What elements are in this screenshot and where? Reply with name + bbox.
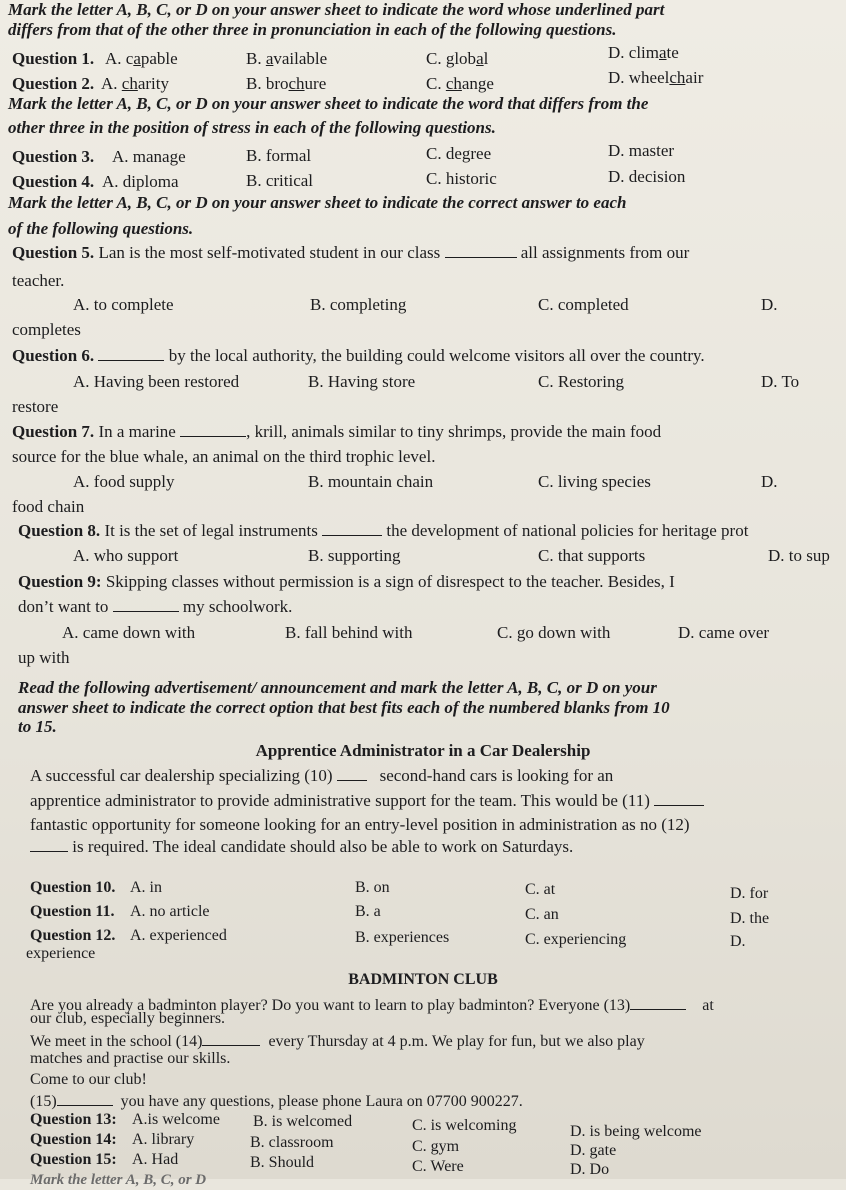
q4-option-a: A. diploma	[102, 172, 179, 191]
q2-option-d: D. wheelchair	[608, 68, 704, 87]
q1-option-c: C. global	[426, 49, 489, 68]
q12-option-b: B. experiences	[355, 929, 450, 946]
q5-option-d-continued: completes	[12, 320, 81, 339]
q5-option-a: A. to complete	[73, 295, 174, 314]
q2-label: Question 2.	[12, 74, 95, 93]
q5-stem: Question 5. Lan is the most self-motivated student in our class all assignments from our	[12, 243, 690, 262]
q9-option-d: D. came over	[678, 623, 770, 642]
correct-answer-instruction-line-2: of the following questions.	[8, 219, 194, 238]
badminton-line-4: matches and practise our skills.	[30, 1050, 231, 1067]
q6-option-b: B. Having store	[308, 372, 416, 391]
q1-label: Question 1.	[12, 49, 95, 68]
q4-label: Question 4.	[12, 172, 95, 191]
q10-option-a: A. in	[130, 879, 162, 896]
q3-option-c: C. degree	[426, 144, 492, 163]
advert-instruction-line-3: to 15.	[18, 717, 57, 736]
q1-option-a: A. capable	[105, 49, 178, 68]
q1-option-d: D. climate	[608, 43, 679, 62]
q14-label: Question 14:	[30, 1131, 117, 1148]
q10-option-d: D. for	[730, 885, 769, 902]
advert-line-1: A successful car dealership specializing (10) second-hand cars is looking for an	[30, 766, 614, 785]
q13-option-a: A.is welcome	[132, 1111, 220, 1128]
q9-option-b: B. fall behind with	[285, 623, 413, 642]
q11-option-a: A. no article	[130, 903, 210, 920]
q6-stem: Question 6. by the local authority, the building could welcome visitors all over the country.	[12, 346, 705, 365]
q2-option-c: C. change	[426, 74, 494, 93]
advert-line-3: fantastic opportunity for someone looking for an entry-level position in administration as no (12)	[30, 815, 690, 834]
q14-option-b: B. classroom	[250, 1134, 334, 1151]
stress-instruction-line-1: Mark the letter A, B, C, or D on your answer sheet to indicate the word that differs from the	[8, 94, 649, 113]
q9-stem-continued: don’t want to my schoolwork.	[18, 597, 293, 616]
q6-option-a: A. Having been restored	[73, 372, 240, 391]
q8-option-d: D. to sup	[768, 546, 830, 565]
q11-option-c: C. an	[525, 906, 559, 923]
q8-option-b: B. supporting	[308, 546, 401, 565]
q13-option-c: C. is welcoming	[412, 1117, 517, 1134]
q14-option-a: A. library	[132, 1131, 195, 1148]
advert-instruction-line-2: answer sheet to indicate the correct option that best fits each of the numbered blanks from 10	[18, 698, 670, 717]
badminton-title: BADMINTON CLUB	[348, 971, 498, 988]
badminton-line-2: our club, especially beginners.	[30, 1010, 226, 1027]
q3-label: Question 3.	[12, 147, 95, 166]
badminton-line-6: (15) you have any questions, please phone Laura on 07700 900227.	[30, 1093, 523, 1110]
advert-instruction-line-1: Read the following advertisement/ announcement and mark the letter A, B, C, or D on your	[18, 678, 657, 697]
q11-option-d: D. the	[730, 910, 770, 927]
q15-label: Question 15:	[30, 1151, 117, 1168]
badminton-line-3: We meet in the school (14) every Thursday at 4 p.m. We play for fun, but we also play	[30, 1033, 645, 1050]
q1-option-b: B. available	[246, 49, 328, 68]
q12-option-d: D.	[730, 933, 746, 950]
q3-option-b: B. formal	[246, 146, 312, 165]
q2-option-a: A. charity	[101, 74, 169, 93]
advert-title: Apprentice Administrator in a Car Dealership	[255, 741, 591, 760]
q7-stem-continued: source for the blue whale, an animal on the third trophic level.	[12, 447, 436, 466]
q12-option-d-continued: experience	[26, 945, 96, 962]
q7-option-d-continued: food chain	[12, 497, 85, 516]
q7-option-b: B. mountain chain	[308, 472, 434, 491]
advert-line-2: apprentice administrator to provide administrative support for the team. This would be (11)	[30, 791, 704, 811]
q4-option-d: D. decision	[608, 167, 686, 186]
q4-option-c: C. historic	[426, 169, 497, 188]
q14-option-d: D. gate	[570, 1142, 617, 1159]
q15-option-c: C. Were	[412, 1158, 464, 1175]
q10-option-b: B. on	[355, 879, 390, 896]
q9-option-d-continued: up with	[18, 648, 70, 667]
correct-answer-instruction-line-1: Mark the letter A, B, C, or D on your answer sheet to indicate the correct answer to each	[8, 193, 627, 212]
q5-stem-continued: teacher.	[12, 271, 65, 290]
q4-option-b: B. critical	[246, 171, 314, 190]
q9-option-c: C. go down with	[497, 623, 611, 642]
q10-option-c: C. at	[525, 881, 556, 898]
q6-option-c: C. Restoring	[538, 372, 624, 391]
q8-stem: Question 8. It is the set of legal instruments the development of national policies for heritage prot	[18, 521, 749, 540]
q5-option-c: C. completed	[538, 295, 629, 314]
q3-option-d: D. master	[608, 141, 675, 160]
pronunciation-instruction-line-2: differs from that of the other three in pronunciation in each of the following questions.	[8, 20, 617, 39]
q8-option-c: C. that supports	[538, 546, 646, 565]
badminton-line-1: Are you already a badminton player? Do you want to learn to play badminton? Everyone (13) at	[30, 997, 714, 1014]
q3-option-a: A. manage	[112, 147, 186, 166]
q13-option-d: D. is being welcome	[570, 1123, 702, 1140]
q15-option-d: D. Do	[570, 1161, 610, 1178]
q7-option-a: A. food supply	[73, 472, 175, 491]
q15-option-a: A. Had	[132, 1151, 179, 1168]
q13-label: Question 13:	[30, 1111, 117, 1128]
q6-option-d-continued: restore	[12, 397, 59, 416]
q12-option-a: A. experienced	[130, 927, 227, 944]
stress-instruction-line-2: other three in the position of stress in each of the following questions.	[8, 118, 496, 137]
q15-option-b: B. Should	[250, 1154, 315, 1171]
q9-stem: Question 9: Skipping classes without permission is a sign of disrespect to the teacher. Besides, I	[18, 572, 675, 591]
q9-option-a: A. came down with	[62, 623, 196, 642]
q8-option-a: A. who support	[73, 546, 179, 565]
q11-option-b: B. a	[355, 903, 381, 920]
q7-stem: Question 7. In a marine , krill, animals similar to tiny shrimps, provide the main food	[12, 422, 662, 441]
badminton-line-5: Come to our club!	[30, 1071, 147, 1088]
q12-label: Question 12.	[30, 927, 116, 944]
q5-option-b: B. completing	[310, 295, 407, 314]
pronunciation-instruction-line-1: Mark the letter A, B, C, or D on your answer sheet to indicate the word whose underlined part	[8, 0, 665, 19]
advert-line-4: is required. The ideal candidate should also be able to work on Saturdays.	[30, 837, 573, 857]
q10-label: Question 10.	[30, 879, 116, 896]
q11-label: Question 11.	[30, 903, 115, 920]
q12-option-c: C. experiencing	[525, 931, 627, 948]
q14-option-c: C. gym	[412, 1138, 460, 1155]
q13-option-b: B. is welcomed	[253, 1113, 353, 1130]
q5-option-d: D.	[761, 295, 778, 314]
q6-option-d: D. To	[761, 372, 800, 391]
q7-option-c: C. living species	[538, 472, 651, 491]
q7-option-d: D.	[761, 472, 778, 491]
q2-option-b: B. brochure	[246, 74, 327, 93]
cut-off-instruction: Mark the letter A, B, C, or D	[30, 1172, 207, 1188]
